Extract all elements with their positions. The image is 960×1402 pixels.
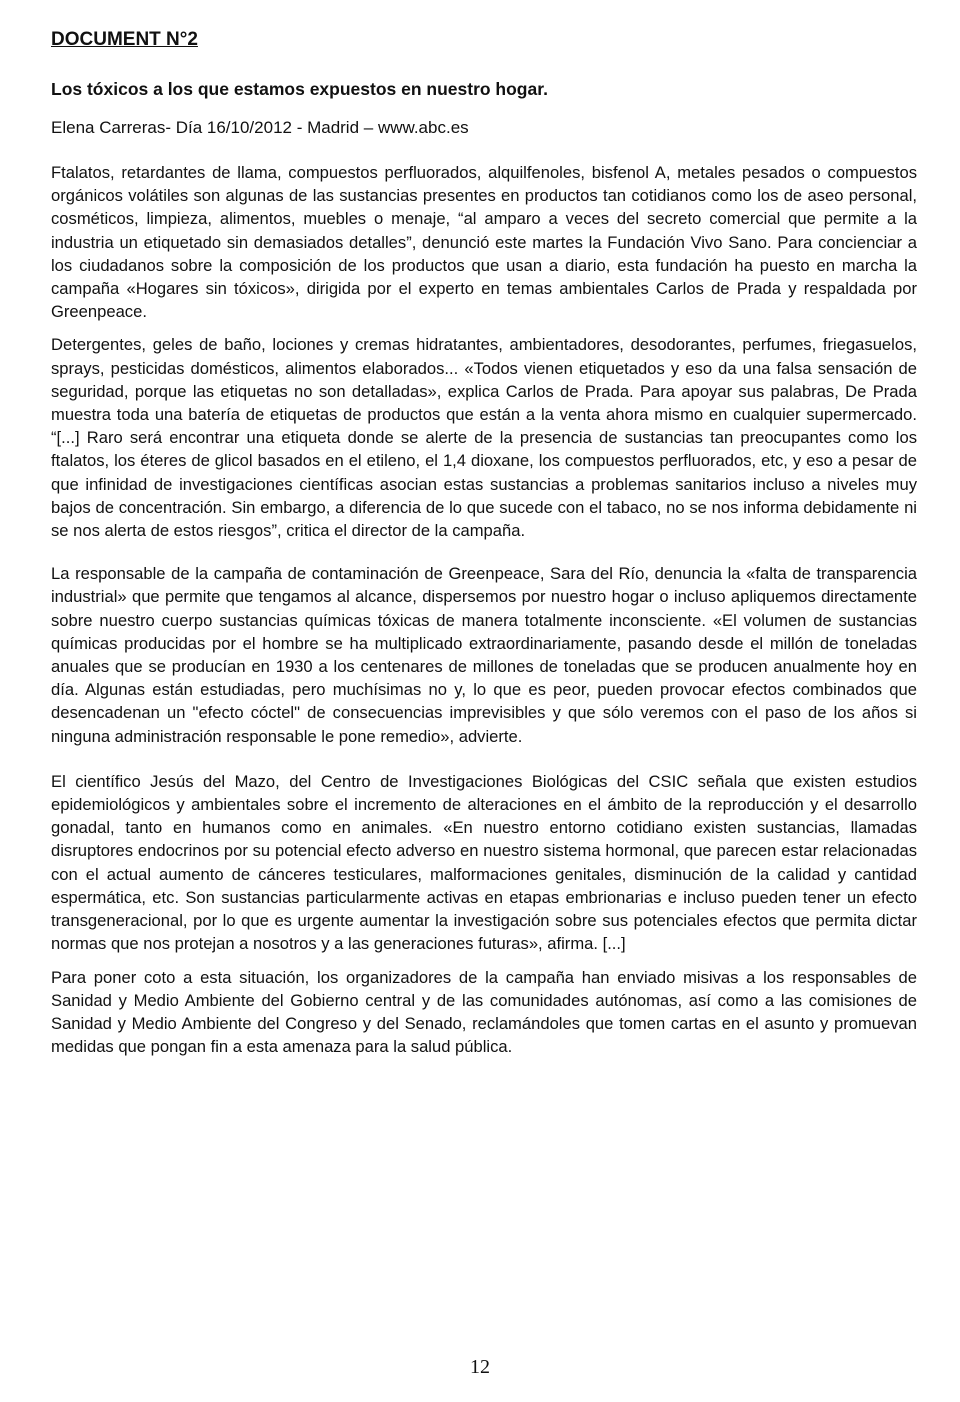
article-byline: Elena Carreras- Día 16/10/2012 - Madrid – www.abc.es (51, 118, 469, 137)
paragraph: Para poner coto a esta situación, los organizadores de la campaña han enviado misivas a los responsables de Sanidad y Medio Ambiente del Gobierno central y de las comunidades autónomas, así como a las comisiones de Sanidad y Medio Ambiente del Congreso y del Senado, reclamándoles que tomen cartas en el asunto y promuevan medidas que pongan fin a esta amenaza para la salud pública. (51, 967, 917, 1057)
paragraph: La responsable de la campaña de contaminación de Greenpeace, Sara del Río, denuncia la «falta de transparencia industrial» que permite que tengamos al alcance, dispersemos por nuestro hogar o incluso apliquemos directamente sobre nuestro cuerpo sustancias químicas tóxicas de manera totalmente inconsciente. «El volumen de sustancias químicas producidas por el hombre se ha multiplicado extraordinariamente, pasando desde el millón de toneladas anuales que se producían en 1930 a los centenares de millones de toneladas que se producen anualmente hoy en día. Algunas están estudiadas, pero muchísimas no y, lo que es peor, pueden provocar efectos combinados que desencadenan un "efecto cóctel" de consecuencias imprevisibles y que sólo veremos con el paso de los años si ninguna administración responsable le pone remedio», advierte. (51, 564, 917, 746)
page-number: 12 (470, 1356, 490, 1378)
document-content (51, 28, 917, 1058)
paragraph: Ftalatos, retardantes de llama, compuestos perfluorados, alquilfenoles, bisfenol A, metales pesados o compuestos orgánicos volátiles son algunas de las sustancias presentes en productos tan cotidianos como los de aseo personal, cosméticos, limpieza, alimentos, muebles o menaje, “al amparo a veces del secreto comercial que permite a la industria un etiquetado sin demasiados detalles”, denunció este martes la Fundación Vivo Sano. Para concienciar a los ciudadanos sobre la composición de los productos que usan a diario, esta fundación ha puesto en marcha la campaña «Hogares sin tóxicos», dirigida por el experto en temas ambientales Carlos de Prada y respaldada por Greenpeace. (51, 163, 917, 322)
paragraph: Detergentes, geles de baño, lociones y cremas hidratantes, ambientadores, desodorantes, perfumes, friegasuelos, sprays, pesticidas domésticos, alimentos elaborados... «Todos vienen etiquetados y eso da una falsa sensación de seguridad, porque las etiquetas no son detalladas», explica Carlos de Prada. Para apoyar sus palabras, De Prada muestra toda una batería de etiquetas de productos que están a la venta ahora mismo en cualquier supermercado. “[...] Raro será encontrar una etiqueta donde se alerte de la presencia de sustancias tan preocupantes como los ftalatos, los éteres de glicol basados en el etileno, el 1,4 dioxane, los compuestos perfluorados, etc, y eso a pesar de que infinidad de investigaciones científicas asocian estas sustancias a problemas sanitarios incluso a niveles muy bajos de concentración. Sin embargo, a diferencia de lo que sucede con el tabaco, no se nos informa debidamente ni se nos alerta de estos riesgos”, critica el director de la campaña. (51, 335, 917, 541)
document-label: DOCUMENT N°2 (51, 29, 198, 50)
article-headline: Los tóxicos a los que estamos expuestos en nuestro hogar. (51, 79, 548, 99)
paragraph: El científico Jesús del Mazo, del Centro de Investigaciones Biológicas del CSIC señala que existen estudios epidemiológicos y ambientales sobre el incremento de alteraciones en el ámbito de la reproducción y el desarrollo gonadal, tanto en humanos como en animales. «En nuestro entorno cotidiano existen sustancias, llamadas disruptores endocrinos por su potencial efecto adverso en nuestro sistema hormonal, que parecen estar relacionadas con el actual aumento de cánceres testiculares, malformaciones genitales, disminución de la calidad y cantidad espermática, etc. Son sustancias particularmente activas en etapas embrionarias e incluso pueden tener un efecto transgeneracional, por lo que es urgente aumentar la investigación sobre sus potenciales efectos que permita dictar normas que nos protejan a nosotros y a las generaciones futuras», afirma. [...] (51, 771, 917, 954)
